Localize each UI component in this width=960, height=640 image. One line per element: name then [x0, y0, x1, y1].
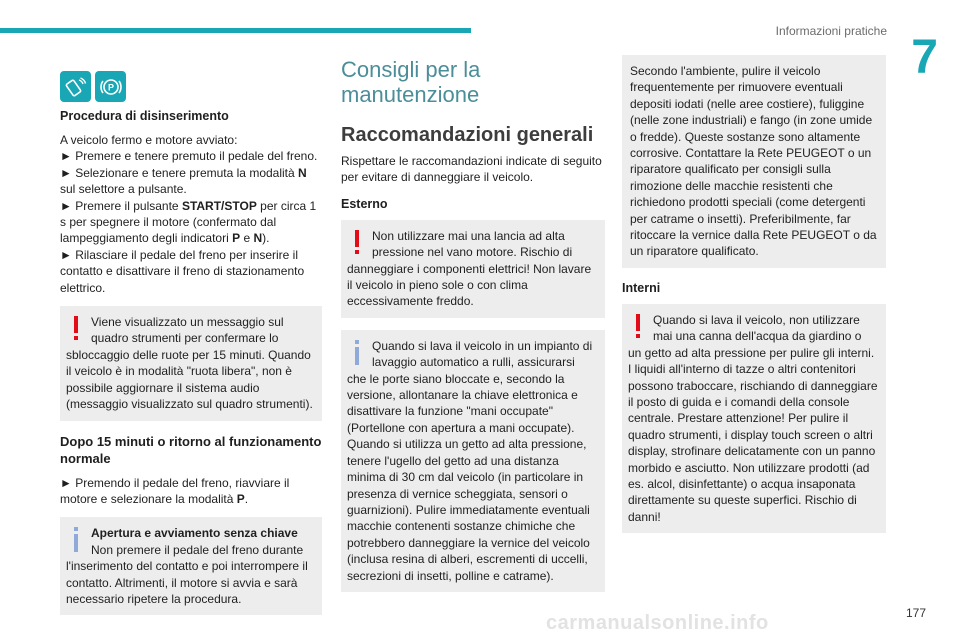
warning-box-interior [622, 304, 886, 533]
column-middle [341, 55, 605, 604]
info-text-first: Quando si lava il veicolo in un impianto di lavaggio automatico a rulli, assicurarsi [372, 338, 593, 370]
feature-icons [60, 71, 322, 102]
warning-box-exterior [341, 220, 605, 318]
step-2: ► Selezionare e tenere premuta la modalità N sul selettore a pulsante. [60, 165, 307, 197]
restart-text: ► Premendo il pedale del freno, riavviare il motore e selezionare la modalità P. [60, 475, 290, 506]
header-accent-bar [0, 28, 471, 33]
page-number: 177 [905, 606, 926, 620]
general-intro: Rispettare le raccomandazioni indicate di seguito per evitare di danneggiare il veicolo. [341, 154, 602, 185]
column-right [622, 55, 886, 545]
info-box-cleaning [622, 55, 886, 268]
page-header-title: Informazioni pratiche [775, 24, 887, 38]
heading-esterno: Esterno [341, 196, 388, 211]
intro-text: A veicolo fermo e motore avviato: [60, 133, 238, 147]
warning-text-first: Non utilizzare mai una lancia ad alta pressione nel vano motore. Rischio di [372, 228, 573, 260]
heading-interni: Interni [622, 280, 661, 295]
heading-disinserimento: Procedura di disinserimento [60, 109, 229, 123]
info-icon [69, 527, 83, 553]
warning-icon [350, 230, 364, 256]
warning-icon [69, 316, 83, 342]
info-text-first: Non premere il pedale del freno durante [91, 542, 304, 557]
keyless-key-icon [60, 71, 91, 102]
heading-after-15min: Dopo 15 minuti o ritorno al funzionamento normale [60, 433, 322, 466]
info-title: Apertura e avviamento senza chiave [91, 526, 298, 541]
info-text-rest: che le porte siano bloccate e, secondo la versione, allontanare la chiave elettronica e disattivare la funzione "mani occupate" (Portellone con apertura a mani occupate). Quando si utilizza un getto ad alta pressione, tenere l'ugello del getto ad una distanza minima di 30 cm dal veicolo (in particolare in presenza di vernice scheggiata, sensori o guarnizioni). Pulire immediatamente eventuali macchie contenenti sostanze chimiche che potrebbero danneggiare la vernice del veicolo (inclusa resina di alberi, escrementi di uccelli, secrezioni di insetti, polline e catrame). [347, 371, 590, 583]
step-4: ► Rilasciare il pedale del freno per inserire il contatto e disattivare il freno di stazionamento elettrico. [60, 247, 305, 295]
info-box-keyless [60, 517, 322, 615]
subsection-title: Raccomandazioni generali [341, 124, 594, 146]
warning-text-first: Quando si lava il veicolo, non utilizzare mai una canna dell'acqua da giardino o [653, 312, 862, 344]
parking-brake-icon [95, 71, 126, 102]
section-title: Consigli per la manutenzione [341, 57, 481, 107]
warning-text-rest: un getto ad alta pressione per pulire gli interni. I liquidi all'interno di tazze o altri contenitori possono traboccare, rischiando di danneggiare il posto di guida e i comandi della console centrale. Prestare attenzione! Per pulire il quadro strumenti, i display touch screen o altri display, strofinare delicatamente con un panno morbido e asciutto. Non utilizzare prodotti (ad es. alcol, disinfettante) o acqua insaponata direttamente su queste superfici. Rischio di danni! [628, 345, 878, 524]
step-3: ► Premere il pulsante START/STOP per circa 1 s per spegnere il motore (confermato dal lampeggiamento degli indicatori P e N). [60, 198, 317, 246]
watermark: carmanualsonline.info [546, 612, 769, 634]
warning-box-wheels [60, 306, 322, 420]
info-icon [350, 340, 364, 366]
warning-text-rest: danneggiare i componenti elettrici! Non lavare il veicolo in pieno sole o con clima eccessivamente freddo. [347, 261, 592, 309]
info-text-rest: l'inserimento del contatto e poi interrompere il contatto. Altrimenti, il motore si avvia e sarà necessario ripetere la procedura. [66, 559, 308, 606]
column-left [60, 55, 322, 627]
step-1: ► Premere e tenere premuto il pedale del freno. [60, 149, 318, 164]
warning-text-first: Viene visualizzato un messaggio sul quadro strumenti per confermare lo [91, 315, 284, 346]
warning-text-rest: sbloccaggio delle ruote per 15 minuti. Quando il veicolo è in modalità "ruota libera", non è possibile aggiornare il sistema audio (messaggio visualizzato sul quadro strumenti). [66, 347, 313, 412]
warning-icon [631, 314, 645, 340]
cleaning-text: Secondo l'ambiente, pulire il veicolo frequentemente per rimuovere eventuali depositi iodati (nelle aree costiere), fuliggine (nelle zone industriali) e fango (in zone umide o fredde). Queste sostanze sono altamente corrosive. Contattare la Rete PEUGEOT o un riparatore qualificato per consigli sulla rimozione delle macchie resistenti che richiedono prodotti speciali (come detergenti per catrame o insetti). Preferibilmente, far ritoccare la vernice dalla Rete PEUGEOT o da un riparatore qualificato. [630, 64, 877, 259]
svg-text:P: P [107, 82, 114, 92]
info-box-carwash [341, 330, 605, 592]
chapter-number: 7 [911, 31, 938, 84]
